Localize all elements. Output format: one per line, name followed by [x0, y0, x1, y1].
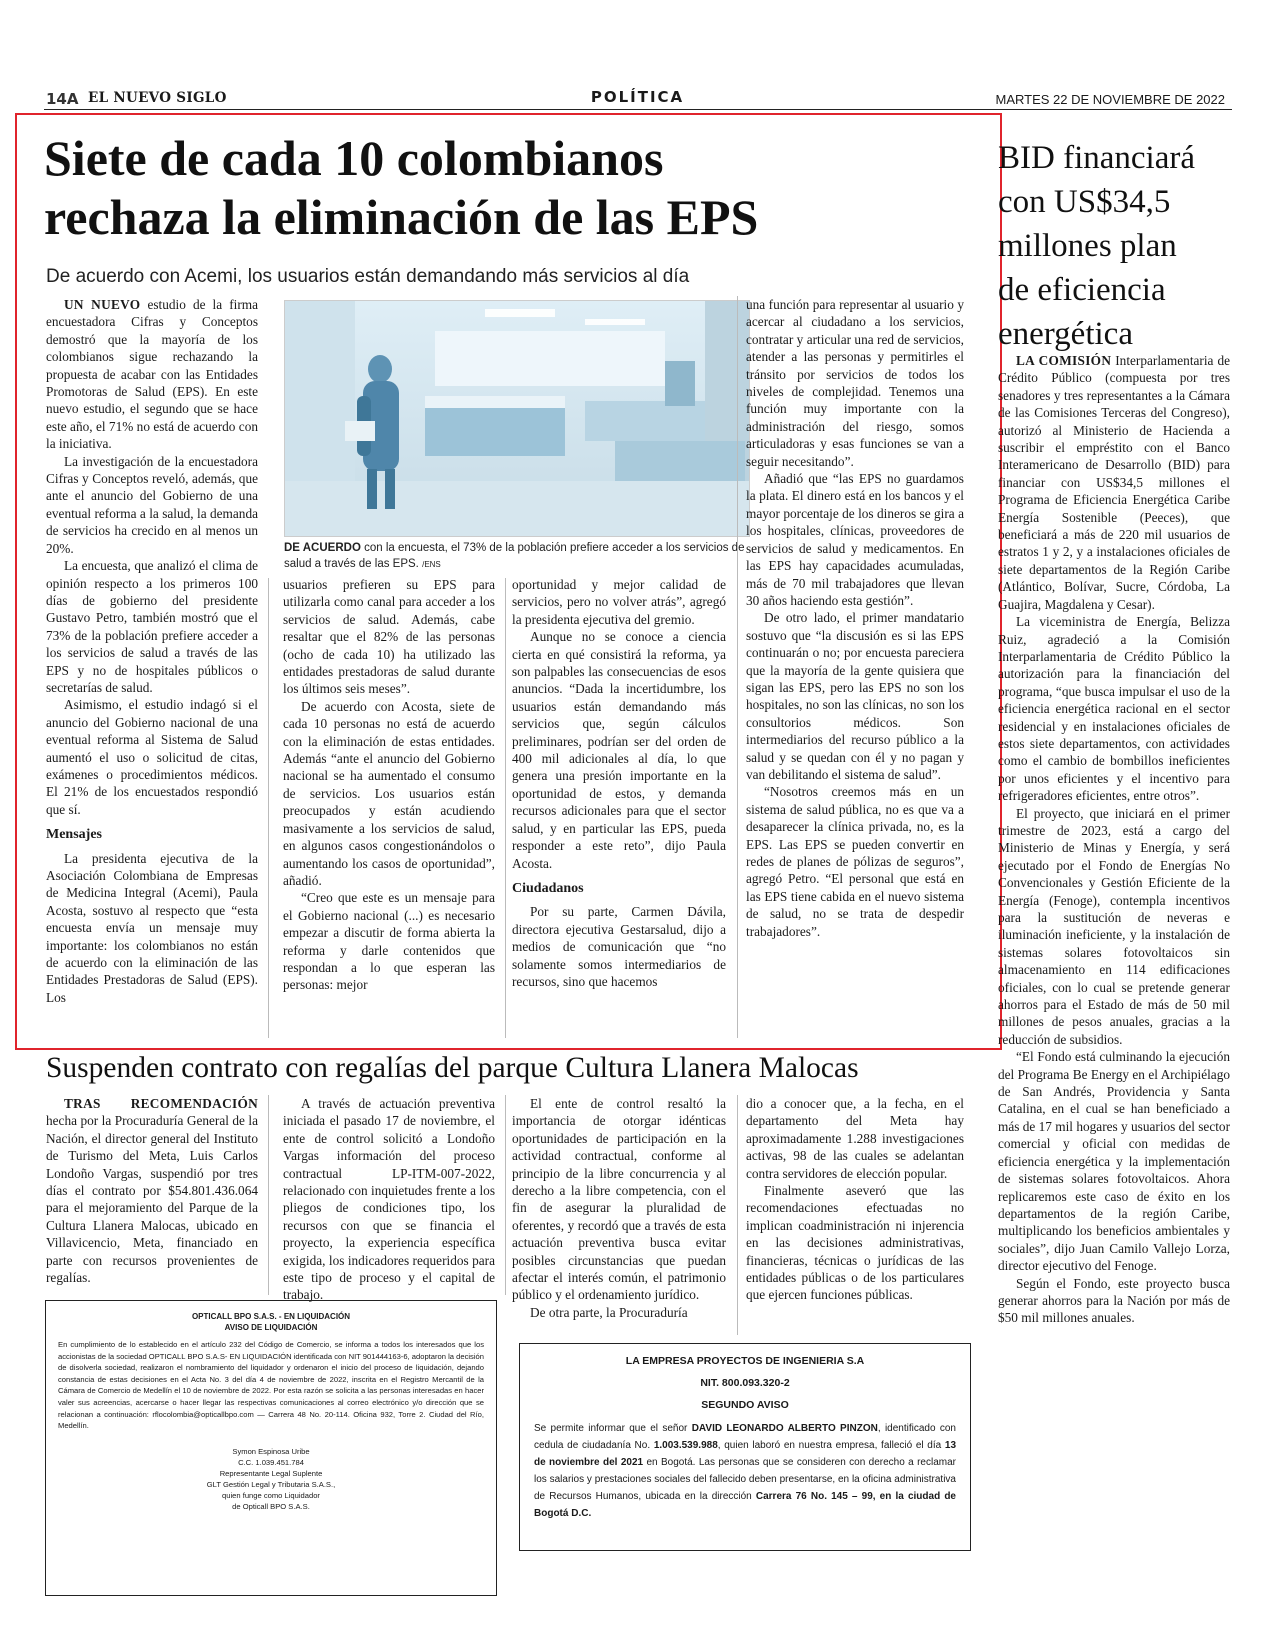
paragraph: La investigación de la encuestadora Cifras y Conceptos reveló, además, que ante el anuncio del Gobierno de una eventual reforma a la salud, la demanda de servicios ha crecido en al menos un 20%. — [46, 453, 258, 556]
column-divider — [268, 1095, 269, 1295]
main-headline — [44, 129, 994, 247]
ad-body: Se permite informar que el señor DAVID LEONARDO ALBERTO PINZON, identificado con cedula de ciudadanía No. 1.003.539.988, quien laboró en nuestra empresa, falleció el día 13 de noviembre del 2021 en Bogotá. Las personas que se consideren con derecho a reclamar los salarios y prestaciones sociales del fallecido deben presentarse, en la oficina administrativa de Recursos Humanos, ubicada en la dirección Carrera 76 No. 145 – 99, en la ciudad de Bogotá D.C. — [534, 1423, 957, 1519]
publication-date: MARTES 22 DE NOVIEMBRE DE 2022 — [995, 92, 1225, 107]
ad-title: LA EMPRESA PROYECTOS DE INGENIERIA S.A — [625, 1355, 865, 1367]
lead-kicker: TRAS RECOMENDACIÓN — [64, 1096, 258, 1111]
ad-nit: NIT. 800.093.320-2 — [700, 1377, 790, 1389]
paragraph: oportunidad y mejor calidad de servicios, pero no volver atrás”, agregó la presidenta ejecutiva del gremio. — [512, 577, 726, 627]
photo-credit: /ENS — [422, 560, 441, 569]
second-column-3 — [512, 1095, 726, 1321]
lead-kicker: UN NUEVO — [64, 297, 141, 312]
main-column-4 — [746, 296, 964, 940]
second-column-2 — [283, 1095, 495, 1304]
main-column-2 — [283, 576, 495, 994]
paragraph: La encuesta, que analizó el clima de opinión respecto a los primeros 100 días de gobierno del presidente Gustavo Petro, también mostró que el 73% de la población prefiere acceder a los servicios de salud a través de las EPS y no de hospitales públicos o secretarías de salud. — [46, 558, 258, 695]
photo-caption — [284, 540, 754, 573]
liquidation-notice-ad — [45, 1300, 497, 1596]
side-headline-line: BID financiará — [998, 140, 1195, 176]
lead-kicker: LA COMISIÓN — [1016, 353, 1112, 368]
paragraph: “Creo que este es un mensaje para el Gobierno nacional (...) es necesario empezar a discutir de forma abierta la reforma y darle contenidos que respondan a lo que esperan las personas: mejor — [283, 890, 495, 993]
paragraph: estudio de la firma encuestadora Cifras y Conceptos demostró que la mayoría de los colombianos sigue rechazando la propuesta de acabar con las Entidades Promotoras de Salud (EPS). En este nuevo estudio, el segundo que se hace este año, el 71% no está de acuerdo con la iniciativa. — [46, 297, 259, 452]
paragraph: “El Fondo está culminando la ejecución del Programa Be Energy en el Archipiélago de San Andrés, Providencia y Santa Catalina, en el cual se han beneficiado a más de 17 mil hogares y usuarios del sector comercial y oficial con medidas de eficiencia energética y la implementación de sistemas solares fotovoltaicos. Ahora replicaremos este caso de éxito en los departamentos de la región Caribe, multiplicando los beneficios ambientales y sociales”, dijo Juan Camilo Vallejo Lorza, director ejecutivo del Fenoge. — [998, 1049, 1230, 1274]
section-title: POLÍTICA — [590, 88, 685, 106]
ad-signature: Representante Legal Suplente — [219, 1468, 323, 1478]
main-headline-line2: rechaza la eliminación de las EPS — [44, 189, 759, 245]
column-divider — [505, 578, 506, 1038]
subheading: Mensajes — [46, 827, 102, 843]
paragraph: Añadió que “las EPS no guardamos la plata. El dinero está en los bancos y el mayor porcentaje de los dineros se gira a los hospitales, clínicas, proveedores de servicios de salud y medicamentos. En las EPS hay capacidades acumuladas, más de 70 mil trabajadores que llevan 30 años haciendo esta gestión”. — [746, 471, 964, 608]
paragraph: De otra parte, la Procuraduría — [530, 1304, 688, 1320]
paragraph: A través de actuación preventiva iniciada el pasado 17 de noviembre, el ente de control solicitó a Londoño Vargas información del proceso contractual LP-ITM-007-2022, relacionado con inquietudes frente a los pliegos de condiciones tipo, los recursos con que se financia el proyecto, la experiencia específica exigida, los indicadores requeridos para este tipo de proceso y el capital de trabajo. — [283, 1096, 495, 1303]
paragraph: Aunque no se conoce a ciencia cierta en qué consistirá la reforma, ya son palpables las consecuencias de esos anuncios. “Dada la incertidumbre, los usuarios están demandando más servicios que, según cálculos preliminares, podrían ser del orden de 400 mil adicionales al día, lo que genera una presión importante en la oportunidad de estos, y demanda recursos adicionales para que el sector salud, y en particular las EPS, pueda responder a este reto”, dijo Paula Acosta. — [512, 629, 726, 871]
header-rule — [44, 109, 1232, 110]
caption-kicker: DE ACUERDO — [284, 542, 361, 554]
ad-title: OPTICALL BPO S.A.S. - EN LIQUIDACIÓN — [191, 1312, 351, 1321]
newspaper-name: EL NUEVO SIGLO — [88, 90, 227, 106]
hospital-photo — [284, 300, 750, 537]
side-headline-line: millones plan — [998, 228, 1177, 264]
paragraph: una función para representar al usuario y acercar al ciudadano a los servicios, contratar y articular una red de servicios, atender a las personas y permitirles el tránsito por servicios de todos los niveles de complejidad. Tenemos una función muy importante con la administración del riesgo, somos articuladoras y esas funciones se van a seguir necesitando”. — [746, 297, 964, 469]
page-number: 14A — [46, 90, 79, 108]
main-column-3 — [512, 576, 726, 990]
ad-signature: Symon Espinosa Uribe — [232, 1446, 310, 1456]
paragraph: Por su parte, Carmen Dávila, directora ejecutiva Gestarsalud, dijo a medios de comunicación que “no solamente somos intermediarios de recursos, sino que hacemos — [512, 904, 726, 989]
second-column-1 — [46, 1095, 258, 1286]
subheading: Ciudadanos — [512, 880, 584, 896]
ad-body: En cumplimiento de lo establecido en el artículo 232 del Código de Comercio, se informa a todos los interesados que los accionistas de la sociedad OPTICALL BPO S.A.S- EN LIQUIDACIÓN identificada con NIT 901444163-6, adoptaron la decisión de disolverla sociedad, realizaron el nombramiento del liquidador y ordenaron el inicio del proceso de liquidación, dejando constancia de estas decisiones en el Acta No. 3 del día 4 de noviembre de 2022, inscrita en el Registro Mercantil de la Cámara de Comercio de Medellín el 10 de noviembre de 2022. Por esta razón se solicita a las personas interesadas en hacer valer sus acreencias, acercarse o hacer llegar las respectivas comunicaciones al correo electrónico y/o dirección que se relacionan a continuación: rflocolombia@opticallbpo.com — Carrera 48 No. 20-114. Oficina 932, Torre 2. Ciudad del Río, Medellín. — [58, 1340, 484, 1431]
column-divider — [268, 578, 269, 1038]
paragraph: usuarios prefieren su EPS para utilizarla como canal para acceder a los servicios de salud. Además, cabe resaltar que el 82% de las personas (ocho de cada 10) ha utilizado las entidades prestadoras de salud durante los últimos seis meses”. — [283, 577, 495, 697]
paragraph: “Nosotros creemos más en un sistema de salud pública, no es que va a desaparecer la clínica privada, no, es la EPS. Las EPS se pueden convertir en redes de planes de pólizas de seguros”, agregó Petro. “El personal que está en las EPS tiene cabida en el nuevo sistema de salud, no se trata de despedir trabajadores”. — [746, 784, 964, 939]
paragraph: hecha por la Procuraduría General de la Nación, el director general del Instituto de Turismo del Meta, Luis Carlos Londoño Vargas, suspendió por tres días el contrato por $54.801.436.064 para el mejoramiento del Parque de la Cultura Llanera Malocas, ubicado en Villavicencio, Meta, financiado en parte con recursos provenientes de regalías. — [46, 1113, 258, 1286]
paragraph: El proyecto, que iniciará en el primer trimestre de 2023, está a cargo del Ministerio de Minas y Energía, y será ejecutado por el Fondo de Energías No Convencionales y Gestión Eficiente de la Energía (Fenoge), contempla incentivos para la sustitución de neveras e iluminación ineficiente, y la instalación de sistemas solares fotovoltaicos sin almacenamiento en 114 edificaciones oficiales, con lo cual se pretende generar ahorros para el Estado de más de 50 mil millones de pesos anuales, gracias a la reducción de subsidios. — [998, 805, 1230, 1047]
ad-subtitle: AVISO DE LIQUIDACIÓN — [224, 1323, 318, 1332]
column-divider — [505, 1095, 506, 1295]
ad-signature: GLT Gestión Legal y Tributaria S.A.S., — [206, 1479, 336, 1489]
hospital-photo-image — [285, 301, 750, 537]
paragraph: dio a conocer que, a la fecha, en el departamento del Meta hay aproximadamente 1.288 investigaciones activas, 98 de las cuales se adelantan contra servidores de elección popular. — [746, 1096, 964, 1181]
paragraph: Finalmente aseveró que las recomendaciones efectuadas no implican coadministración ni injerencia en las decisiones administrativas, financieras, técnicas o jurídicas de las entidades públicas o de los particulares que ejercen funciones públicas. — [746, 1183, 964, 1303]
paragraph: De acuerdo con Acosta, siete de cada 10 personas no está de acuerdo con la eliminación de estas entidades. Además “ante el anuncio del Gobierno nacional se ha aumentado el consumo de servicios. Los usuarios están preocupados y están acudiendo masivamente a los servicios de salud, en algunos casos congestionándolos o aumentando los casos de oportunidad”, añadió. — [283, 698, 495, 888]
side-headline-line: energética — [998, 316, 1133, 352]
ad-subtitle: SEGUNDO AVISO — [701, 1399, 789, 1411]
caption-text: con la encuesta, el 73% de la población prefiere acceder a los servicios de salud a través de las EPS. — [284, 542, 745, 570]
second-notice-ad — [519, 1343, 971, 1551]
paragraph: El ente de control resaltó la importancia de otorgar idénticas oportunidades de participación en la actividad contractual, conforme al principio de la libre concurrencia y al derecho a la libre competencia, con el fin de asegurar la pluralidad de oferentes, y recordó que a través de esta actuación preventiva busca evitar posibles circunstancias que puedan afectar el interés común, el patrimonio público y el ordenamiento jurídico. — [512, 1096, 726, 1303]
main-headline-line1: Siete de cada 10 colombianos — [44, 130, 664, 186]
paragraph: De otro lado, el primer mandatario sostuvo que “la discusión es si las EPS continuarán o no; por encuesta pareciera que la mayoría de la gente quisiera que sigan las EPS, pero las EPS no son los hospitales, no son las clínicas, no son los consultorios médicos. Son intermediarios del recurso público a la salud y se quedan con él y no pagan y van debilitando el sistema de salud”. — [746, 610, 964, 782]
main-deck: De acuerdo con Acemi, los usuarios están demandando más servicios al día — [46, 266, 690, 287]
paragraph: La viceministra de Energía, Belizza Ruiz, agradeció a la Comisión Interparlamentaria de Crédito Público la autorización para la financiación del programa, “que busca impulsar el uso de la eficiencia energética racional en el sector residencial y en instalaciones oficiales de estos siete departamentos, con actividades como el cambio de bombillos ineficientes por unos eficientes y el incentivo para refrigeradores eficientes, entre otros”. — [998, 614, 1230, 804]
ad-signature: C.C. 1.039.451.784 — [238, 1457, 304, 1467]
column-divider — [737, 1095, 738, 1335]
paragraph: Interparlamentaria de Crédito Público (compuesta por tres senadores y tres representantes a la Cámara de las Comisiones Terceras del Congreso), autorizó al Ministerio de Hacienda a suscribir el empréstito con el Banco Interamericano de Desarrollo (BID) para financiar con US$34,5 millones el Programa de Eficiencia Energética Caribe Energía Sostenible (Peeces), que beneficiará a más de 220 mil usuarios de estratos 1 y 2, y a instalaciones oficiales de siete departamentos de la Región Caribe (Atlántico, Bolívar, Sucre, Córdoba, La Guajira, Magdalena y Cesar). — [998, 353, 1230, 612]
main-column-1 — [46, 296, 258, 1006]
side-headline-line: con US$34,5 — [998, 184, 1171, 220]
column-divider — [737, 296, 738, 1038]
side-article-body — [998, 352, 1230, 1327]
side-headline-line: de eficiencia — [998, 272, 1166, 308]
paragraph: Asimismo, el estudio indagó si el anuncio del Gobierno nacional de una eventual reforma al Sistema de Salud aumentó el uso o solicitud de citas, exámenes o procedimientos médicos. El 21% de los encuestados respondió que sí. — [46, 697, 258, 817]
ad-signature: quien funge como Liquidador — [222, 1490, 320, 1500]
second-headline: Suspenden contrato con regalías del parque Cultura Llanera Malocas — [46, 1052, 859, 1084]
paragraph: Según el Fondo, este proyecto busca generar ahorros para la Nación por más de $50 mil millones anuales. — [998, 1275, 1230, 1326]
side-headline — [998, 136, 1228, 356]
paragraph: La presidenta ejecutiva de la Asociación Colombiana de Empresas de Medicina Integral (Acemi), Paula Acosta, sostuvo al respecto que “esta encuesta envía un mensaje muy importante: los colombianos no están de acuerdo con la eliminación de las Entidades Prestadoras de Salud (EPS). Los — [46, 850, 258, 1005]
second-column-4 — [746, 1095, 964, 1304]
ad-signature: de Opticall BPO S.A.S. — [232, 1501, 310, 1511]
